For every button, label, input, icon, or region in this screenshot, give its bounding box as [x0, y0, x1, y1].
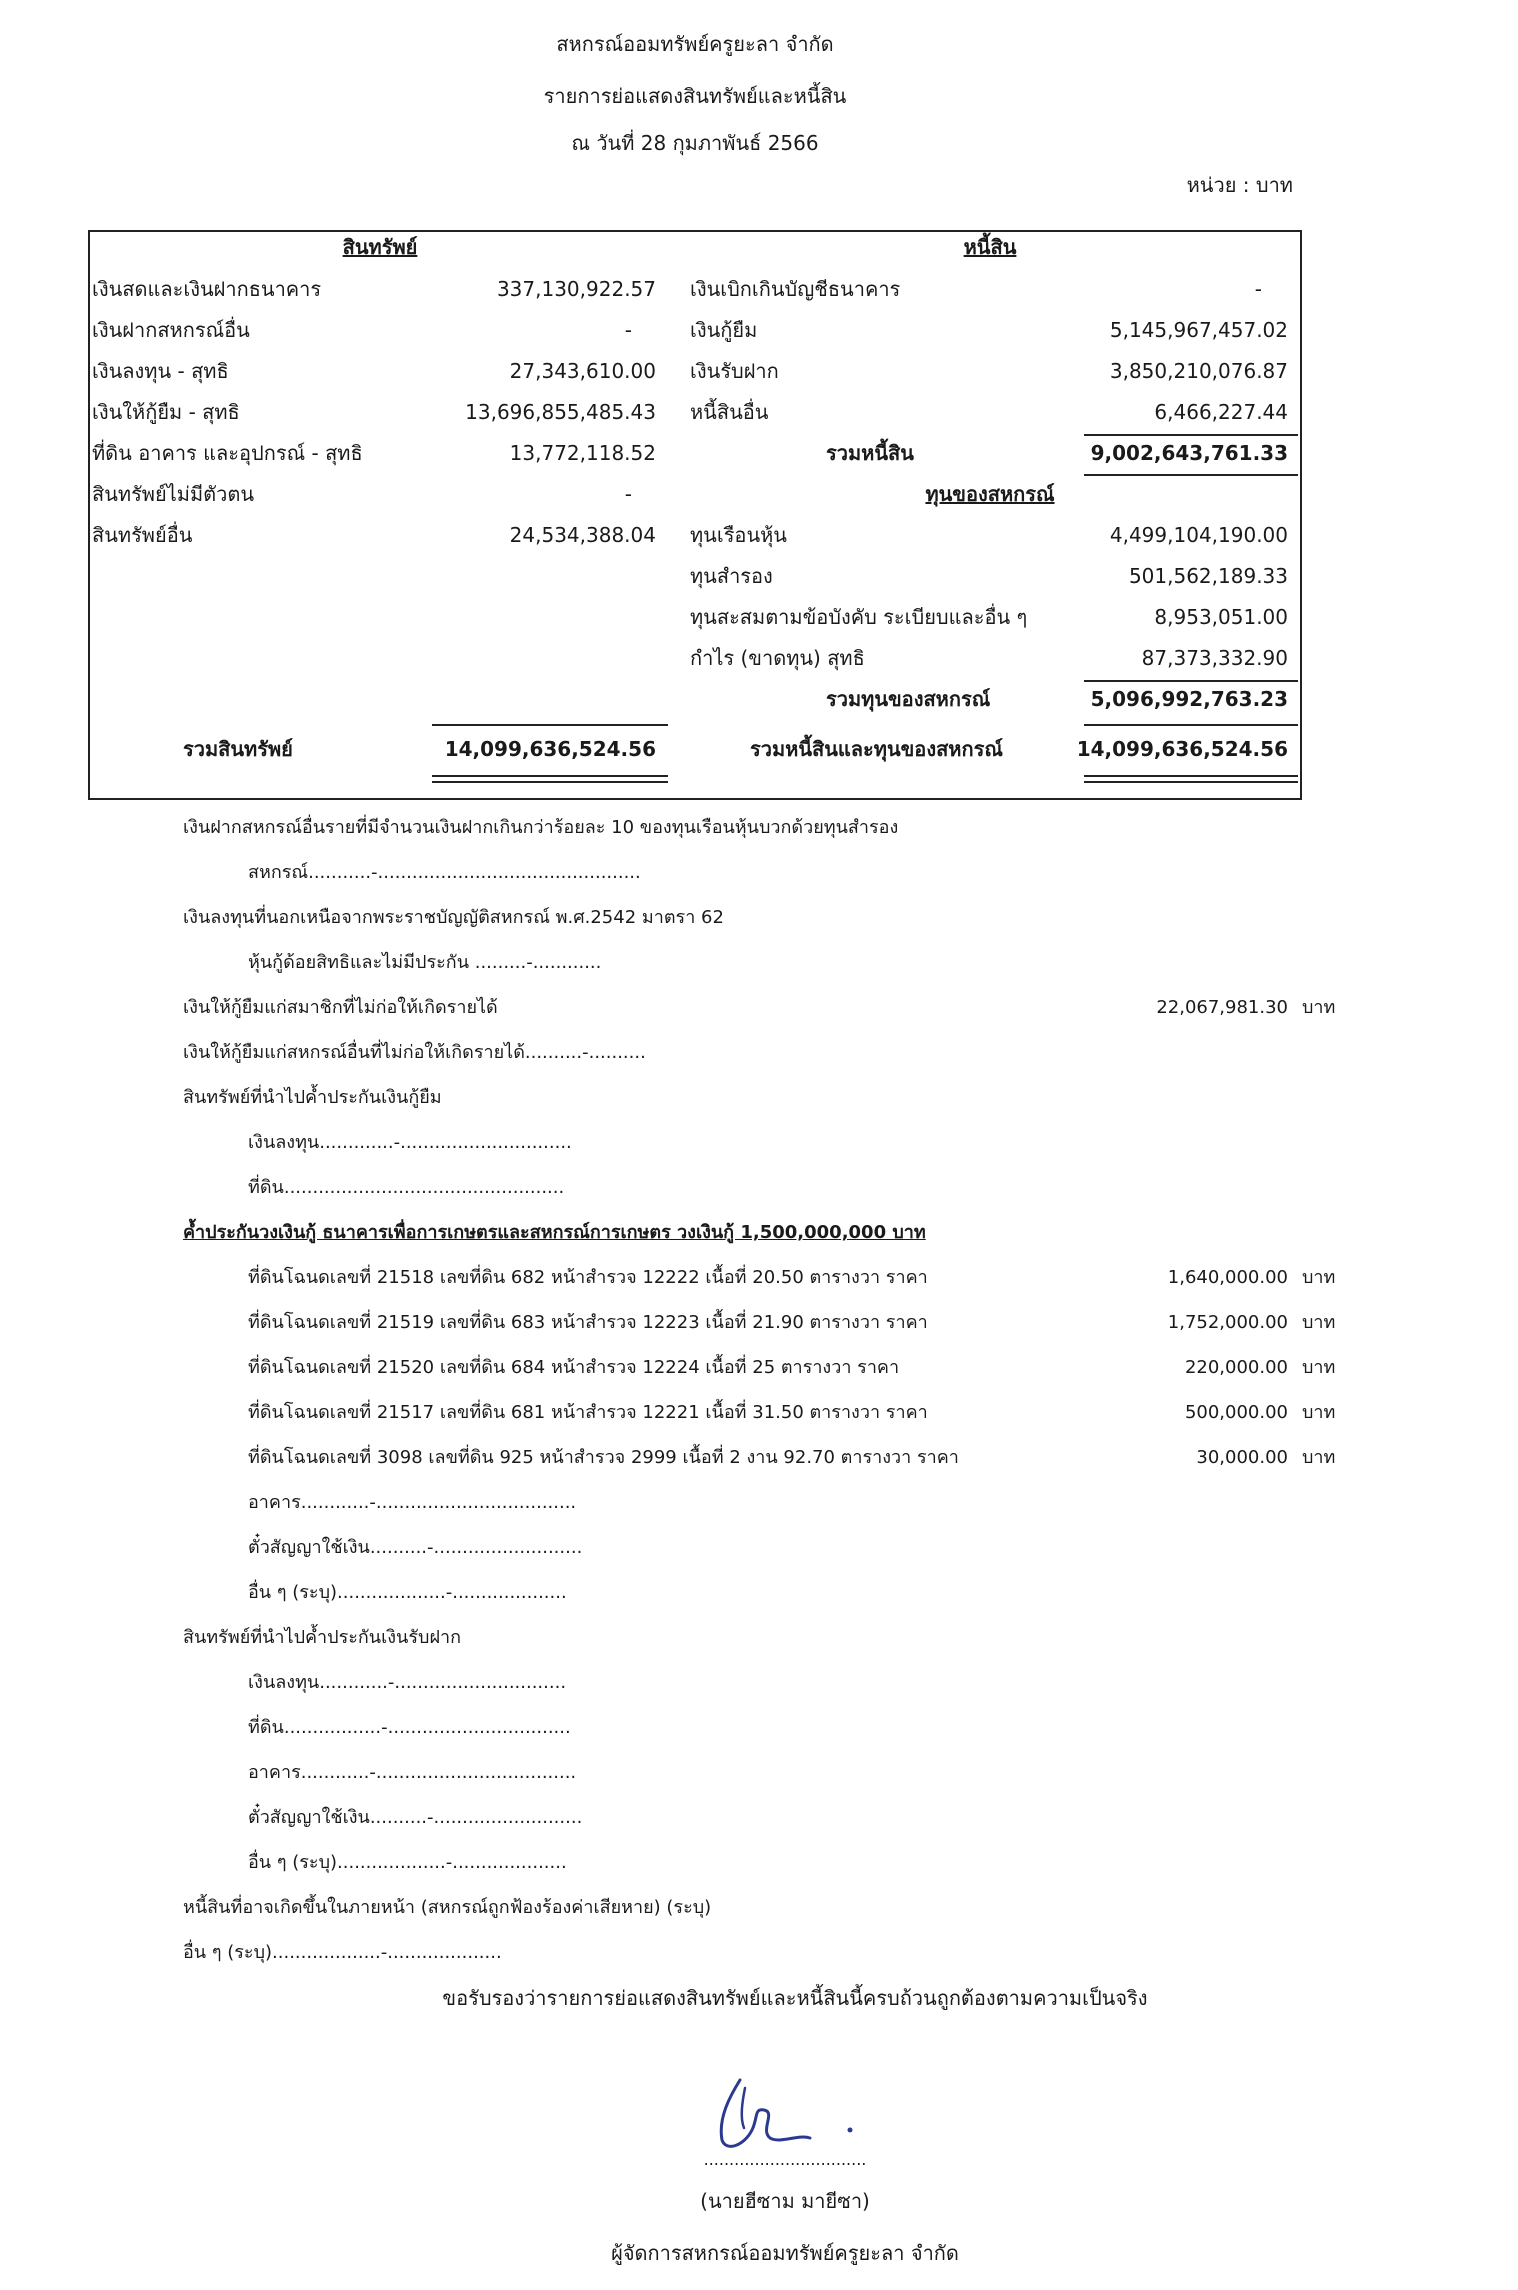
note-text: สินทรัพย์ที่นำไปค้ำประกันเงินกู้ยืม	[183, 1087, 442, 1108]
unit-label: หน่วย : บาท	[1186, 173, 1293, 197]
equity-total-value: 5,096,992,763.23	[1090, 687, 1288, 711]
asset-value: 13,772,118.52	[509, 441, 656, 465]
land-item: ที่ดินโฉนดเลขที่ 21518 เลขที่ดิน 682 หน้าสำรวจ 12222 เนื้อที่ 20.50 ตารางวา ราคา	[248, 1267, 928, 1288]
note-text: อื่น ๆ (ระบุ)...................-....................	[248, 1582, 567, 1603]
land-value: 220,000.00	[1184, 1357, 1288, 1378]
note-text: เงินลงทุน............-..............................	[248, 1672, 567, 1693]
liability-value: -	[1254, 277, 1262, 301]
liabilities-total-label: รวมหนี้สิน	[826, 441, 914, 465]
report-date: ณ วันที่ 28 กุมภาพันธ์ 2566	[571, 131, 819, 155]
asset-value: 27,343,610.00	[509, 359, 656, 383]
liability-value: 6,466,227.44	[1154, 400, 1288, 424]
note-value: 22,067,981.30	[1156, 997, 1288, 1018]
note-text: เงินลงทุน.............-..............................	[248, 1132, 572, 1153]
total-rule	[1084, 680, 1298, 682]
guarantee-heading: ค้ำประกันวงเงินกู้ ธนาคารเพื่อการเกษตรและสหกรณ์การเกษตร วงเงินกู้ 1,500,000,000 บาท	[183, 1222, 926, 1243]
note-text: สินทรัพย์ที่นำไปค้ำประกันเงินรับฝาก	[183, 1627, 461, 1648]
note-text: อาคาร............-...................................	[248, 1492, 577, 1513]
certification-text: ขอรับรองว่ารายการย่อแสดงสินทรัพย์และหนี้สินนี้ครบถ้วนถูกต้องตามความเป็นจริง	[442, 1986, 1148, 2010]
asset-label: สินทรัพย์อื่น	[92, 523, 193, 547]
note-text: ตั๋วสัญญาใช้เงิน..........-..........................	[248, 1537, 583, 1558]
equity-value: 4,499,104,190.00	[1109, 523, 1288, 547]
signer-position: ผู้จัดการสหกรณ์ออมทรัพย์ครูยะลา จำกัด	[611, 2241, 959, 2265]
grand-total-label: รวมหนี้สินและทุนของสหกรณ์	[750, 737, 1003, 761]
land-unit: บาท	[1302, 1357, 1336, 1378]
balance-sheet-box	[88, 230, 1302, 800]
liabilities-heading: หนี้สิน	[963, 235, 1017, 259]
land-unit: บาท	[1302, 1402, 1336, 1423]
land-value: 500,000.00	[1184, 1402, 1288, 1423]
equity-total-label: รวมทุนของสหกรณ์	[826, 687, 991, 711]
asset-label: เงินสดและเงินฝากธนาคาร	[92, 277, 322, 301]
equity-label: ทุนเรือนหุ้น	[690, 523, 787, 547]
grand-total-value: 14,099,636,524.56	[1076, 737, 1288, 761]
note-text: เงินลงทุนที่นอกเหนือจากพระราชบัญญัติสหกรณ์ พ.ศ.2542 มาตรา 62	[183, 907, 724, 928]
note-text: อื่น ๆ (ระบุ)...................-....................	[248, 1852, 567, 1873]
land-unit: บาท	[1302, 1267, 1336, 1288]
note-text: ที่ดิน.................-................................	[248, 1717, 571, 1738]
asset-label: ที่ดิน อาคาร และอุปกรณ์ - สุทธิ	[92, 441, 363, 465]
note-text: สหกรณ์...........-..............................................	[248, 862, 641, 883]
liabilities-total-value: 9,002,643,761.33	[1090, 441, 1288, 465]
asset-value: -	[624, 318, 632, 342]
asset-label: เงินฝากสหกรณ์อื่น	[92, 318, 250, 342]
asset-value: 13,696,855,485.43	[465, 400, 656, 424]
liability-label: เงินรับฝาก	[690, 359, 779, 383]
land-unit: บาท	[1302, 1312, 1336, 1333]
land-value: 1,752,000.00	[1167, 1312, 1288, 1333]
note-text: หุ้นกู้ด้อยสิทธิและไม่มีประกัน .........-............	[248, 952, 602, 973]
total-rule	[432, 724, 668, 726]
note-text: อาคาร............-...................................	[248, 1762, 577, 1783]
note-text: ที่ดิน.................................................	[248, 1177, 565, 1198]
land-item: ที่ดินโฉนดเลขที่ 21517 เลขที่ดิน 681 หน้าสำรวจ 12221 เนื้อที่ 31.50 ตารางวา ราคา	[248, 1402, 928, 1423]
note-text: เงินให้กู้ยืมแก่สหกรณ์อื่นที่ไม่ก่อให้เกิดรายได้..........-..........	[183, 1042, 646, 1063]
note-text: เงินให้กู้ยืมแก่สมาชิกที่ไม่ก่อให้เกิดรายได้	[183, 997, 498, 1018]
asset-value: -	[624, 482, 632, 506]
land-item: ที่ดินโฉนดเลขที่ 21520 เลขที่ดิน 684 หน้าสำรวจ 12224 เนื้อที่ 25 ตารางวา ราคา	[248, 1357, 900, 1378]
report-title: รายการย่อแสดงสินทรัพย์และหนี้สิน	[543, 84, 847, 108]
land-item: ที่ดินโฉนดเลขที่ 21519 เลขที่ดิน 683 หน้าสำรวจ 12223 เนื้อที่ 21.90 ตารางวา ราคา	[248, 1312, 928, 1333]
equity-heading: ทุนของสหกรณ์	[925, 482, 1055, 506]
assets-heading: สินทรัพย์	[342, 235, 418, 259]
equity-value: 87,373,332.90	[1141, 646, 1288, 670]
total-rule	[1084, 724, 1298, 726]
note-text: เงินฝากสหกรณ์อื่นรายที่มีจำนวนเงินฝากเกินกว่าร้อยละ 10 ของทุนเรือนหุ้นบวกด้วยทุนสำรอง	[183, 817, 899, 838]
land-value: 30,000.00	[1196, 1447, 1288, 1468]
double-rule	[1084, 775, 1298, 777]
total-rule	[1084, 474, 1298, 476]
total-rule	[1084, 434, 1298, 436]
signature-line: ................................	[703, 2150, 867, 2169]
signer-name: (นายฮีซาม มายีซา)	[700, 2189, 870, 2213]
note-text: ตั๋วสัญญาใช้เงิน..........-..........................	[248, 1807, 583, 1828]
land-value: 1,640,000.00	[1167, 1267, 1288, 1288]
asset-value: 337,130,922.57	[496, 277, 656, 301]
asset-label: เงินลงทุน - สุทธิ	[92, 359, 229, 383]
double-rule	[1084, 781, 1298, 783]
asset-label: เงินให้กู้ยืม - สุทธิ	[92, 400, 240, 424]
liability-label: เงินกู้ยืม	[690, 318, 758, 342]
liability-value: 5,145,967,457.02	[1109, 318, 1288, 342]
org-name: สหกรณ์ออมทรัพย์ครูยะลา จำกัด	[556, 32, 834, 56]
equity-label: กำไร (ขาดทุน) สุทธิ	[690, 646, 865, 670]
land-unit: บาท	[1302, 1447, 1336, 1468]
liability-label: เงินเบิกเกินบัญชีธนาคาร	[690, 277, 901, 301]
asset-label: สินทรัพย์ไม่มีตัวตน	[92, 482, 255, 506]
assets-total-value: 14,099,636,524.56	[444, 737, 656, 761]
double-rule	[432, 781, 668, 783]
equity-value: 501,562,189.33	[1128, 564, 1288, 588]
signature	[700, 2068, 870, 2158]
equity-label: ทุนสำรอง	[690, 564, 773, 588]
equity-value: 8,953,051.00	[1154, 605, 1288, 629]
liability-value: 3,850,210,076.87	[1109, 359, 1288, 383]
assets-total-label: รวมสินทรัพย์	[183, 737, 293, 761]
asset-value: 24,534,388.04	[509, 523, 656, 547]
land-item: ที่ดินโฉนดเลขที่ 3098 เลขที่ดิน 925 หน้าสำรวจ 2999 เนื้อที่ 2 งาน 92.70 ตารางวา ราคา	[248, 1447, 959, 1468]
double-rule	[432, 775, 668, 777]
note-unit: บาท	[1302, 997, 1336, 1018]
note-text: อื่น ๆ (ระบุ)...................-....................	[183, 1942, 502, 1963]
note-text: หนี้สินที่อาจเกิดขึ้นในภายหน้า (สหกรณ์ถูกฟ้องร้องค่าเสียหาย) (ระบุ)	[183, 1897, 712, 1918]
liability-label: หนี้สินอื่น	[690, 400, 769, 424]
equity-label: ทุนสะสมตามข้อบังคับ ระเบียบและอื่น ๆ	[690, 605, 1028, 629]
